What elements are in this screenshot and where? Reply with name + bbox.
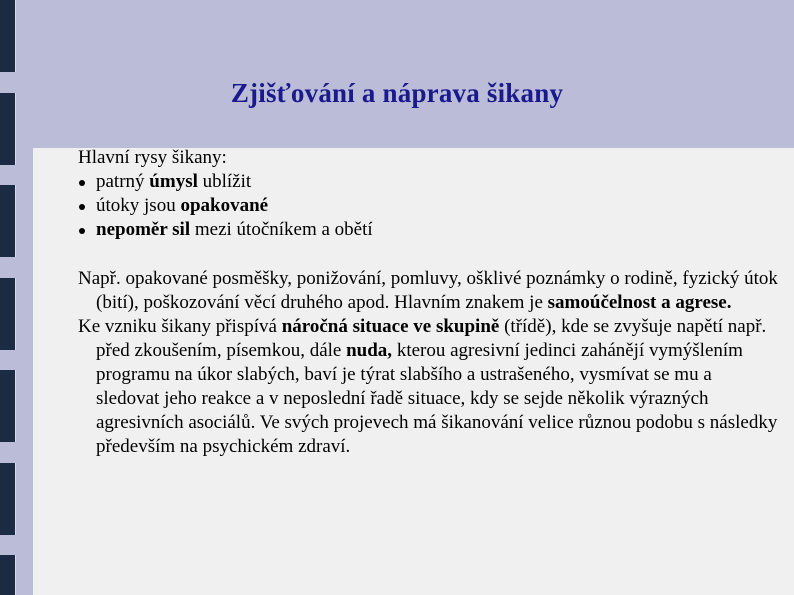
bullet-list <box>78 170 778 242</box>
paragraph-text: kterou agresivní jedinci zahánějí vymýšlením programu na úkor slabých, baví je týrat slabšího a ustrašeného, vysmívat se mu a sledovat jeho reakce a v neposlední řadě situace, kdy se sejde několik výrazných agresivních asociálů. Ve svých projevech má šikanování velice různou podobu s následky především na psychickém zdraví. <box>96 340 778 457</box>
bullet-text: ublížit <box>197 171 252 192</box>
side-bar-highlight <box>15 555 16 595</box>
side-bar <box>0 555 15 595</box>
paragraph-emphasis: náročná situace ve skupině <box>281 316 500 337</box>
spacer <box>78 242 778 267</box>
side-bar <box>0 185 15 257</box>
list-heading: Hlavní rysy šikany: <box>78 147 227 168</box>
bullet-text: patrný <box>96 171 150 192</box>
bullet-dot-icon <box>79 228 85 234</box>
paragraph-text: (třídě), kde se zvyšuje napětí např. před zkoušením, písemkou, dále <box>96 316 767 361</box>
side-bar <box>0 370 15 442</box>
bullet-emphasis: nepoměr sil <box>96 219 191 240</box>
side-bar-highlight <box>15 0 16 72</box>
side-bar <box>0 278 15 350</box>
bullet-emphasis: úmysl <box>149 171 198 192</box>
bullet-item <box>78 194 778 218</box>
side-bar-highlight <box>15 370 16 442</box>
bullet-text: mezi útočníkem a obětí <box>190 219 373 240</box>
paragraph-examples <box>78 267 778 315</box>
paragraph-causes <box>78 315 778 459</box>
side-bar <box>0 463 15 535</box>
bullet-dot-icon <box>79 180 85 186</box>
side-bar-highlight <box>15 185 16 257</box>
paragraph-emphasis: nuda, <box>346 340 393 361</box>
bullet-emphasis: opakované <box>180 195 269 216</box>
bullet-item <box>78 218 778 242</box>
bullet-item <box>78 170 778 194</box>
slide-body <box>78 146 778 459</box>
paragraph-text: Např. opakované posměšky, ponižování, pomluvy, ošklivé poznámky o rodině, fyzický útok (bití), poškozování věcí druhého apod. Hlavním znakem je <box>78 268 778 313</box>
paragraph-emphasis: samoúčelnost a agrese. <box>547 292 732 313</box>
side-bar <box>0 0 15 72</box>
slide-title: Zjišťování a náprava šikany <box>230 78 564 108</box>
side-bar-highlight <box>15 463 16 535</box>
bullet-dot-icon <box>79 204 85 210</box>
paragraph-text: Ke vzniku šikany přispívá <box>78 316 282 337</box>
side-bar-highlight <box>15 278 16 350</box>
bullet-text: útoky jsou <box>96 195 181 216</box>
